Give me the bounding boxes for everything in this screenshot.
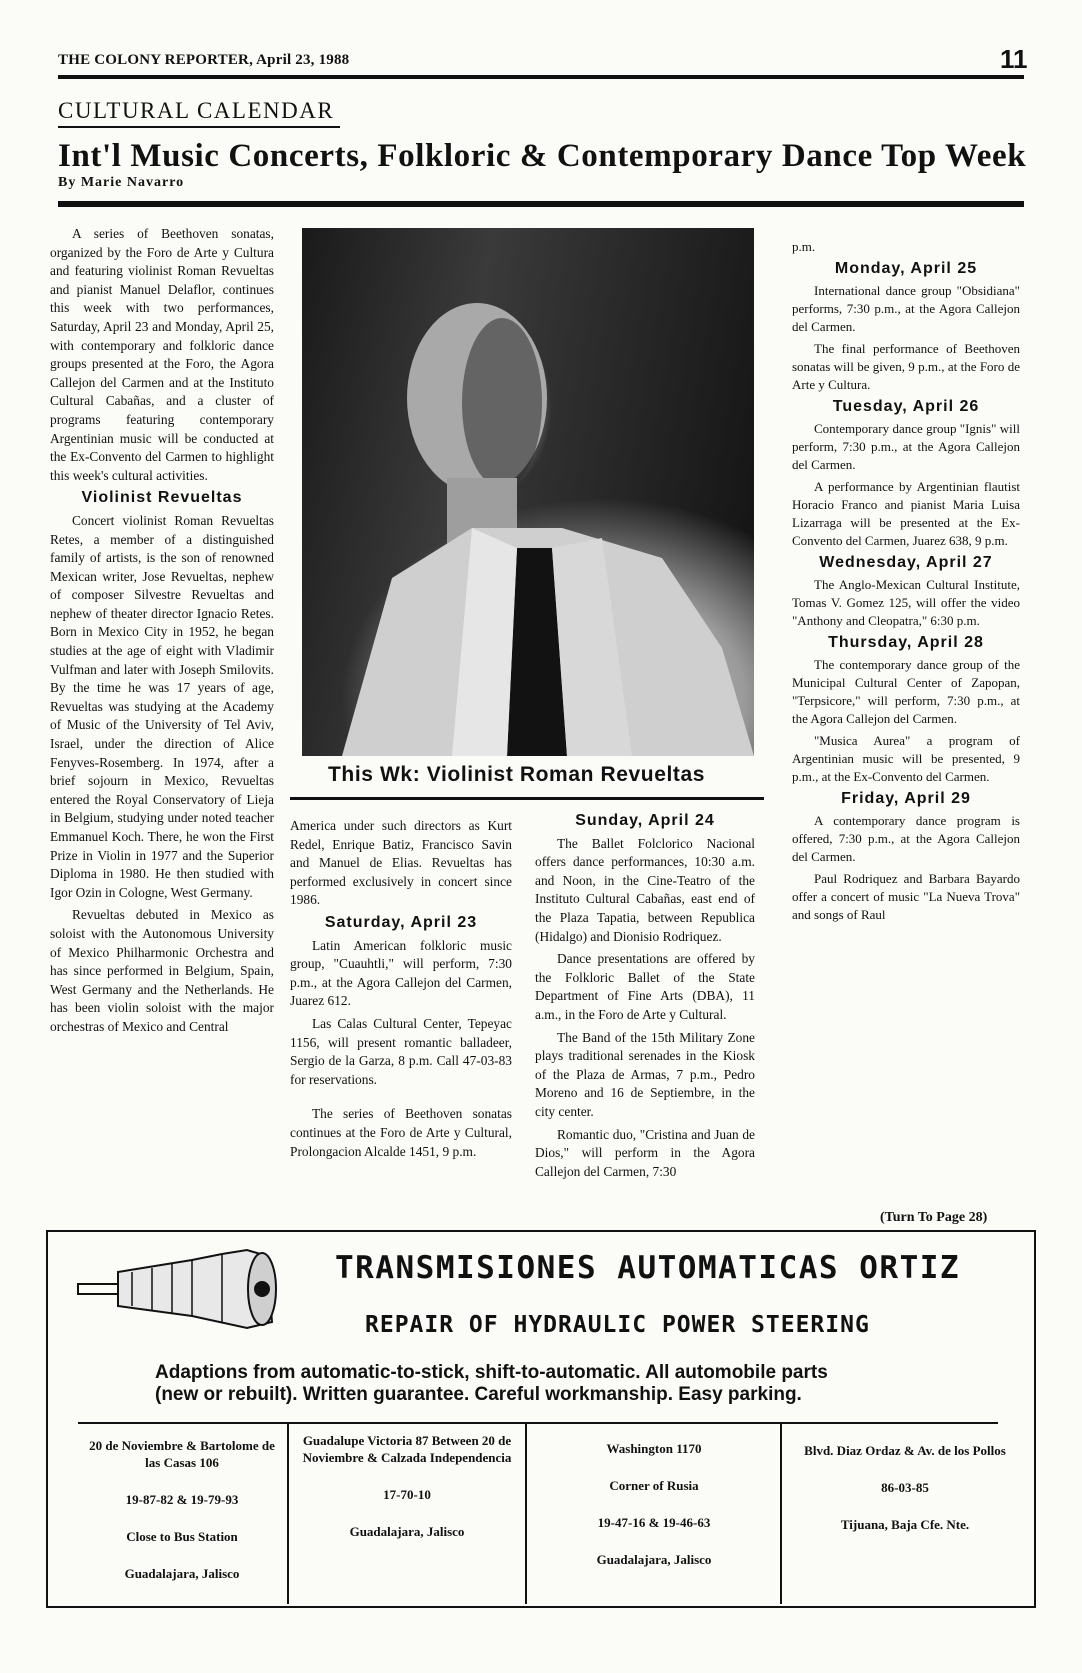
- monday-item-1: International dance group "Obsidiana" performs, 7:30 p.m., at the Agora Callejon del Carmen.: [792, 283, 1020, 334]
- subhead-sunday: Sunday, April 24: [575, 812, 715, 829]
- friday-item-1: A contemporary dance program is offered, 7:30 p.m., at the Agora Callejon del Carmen.: [792, 813, 1020, 864]
- subhead-violinist: Violinist Revueltas: [81, 489, 243, 507]
- column-4: [792, 238, 1020, 928]
- thursday-item-1: The contemporary dance group of the Municipal Cultural Center of Zapopan, "Terpsicore," will perform, 7:30 p.m., at the Agora Callejon del Carmen.: [792, 657, 1020, 726]
- photo-caption: This Wk: Violinist Roman Revueltas: [328, 763, 706, 786]
- location-1-address: 20 de Noviembre & Bartolome de las Casas 106: [89, 1438, 275, 1470]
- ad-subtitle: REPAIR OF HYDRAULIC POWER STEERING: [365, 1312, 870, 1338]
- subhead-tuesday: Tuesday, April 26: [832, 398, 980, 415]
- saturday-item-1: Latin American folkloric music group, "Cuauhtli," will perform, 7:30 p.m., at the Agora Callejon del Carmen, Juarez 612.: [290, 937, 512, 1009]
- location-4-address: Blvd. Diaz Ordaz & Av. de los Pollos: [804, 1443, 1006, 1458]
- tuesday-item-2: A performance by Argentinian flautist Horacio Franco and pianist Maria Luisa Lizarraga will be presented at the Ex-Convento del Carmen, Juarez 638, 9 p.m.: [792, 479, 1020, 548]
- thursday-item-2: "Musica Aurea" a program of Argentinian music will be presented, 9 p.m., at the Ex-Convento del Carmen.: [792, 733, 1020, 784]
- headline: Int'l Music Concerts, Folkloric & Contemporary Dance Top Week: [58, 138, 1027, 174]
- sunday-item-2: Dance presentations are offered by the Folkloric Ballet of the State Department of Fine Arts (DBA), 11 a.m., in the Foro de Arte y Cultural.: [535, 951, 755, 1022]
- location-3-phone: 19-47-16 & 19-46-63: [597, 1515, 711, 1530]
- wednesday-item-1: The Anglo-Mexican Cultural Institute, Tomas V. Gomez 125, will offer the video "Anthony and Cleopatra," 6:30 p.m.: [792, 577, 1020, 628]
- saturday-item-2: Las Calas Cultural Center, Tepeyac 1156, will present romantic balladeer, Sergio de la Garza, 8 p.m. Call 47-03-83 for reservations.: [290, 1015, 512, 1087]
- loc-divider-1: [287, 1424, 289, 1604]
- tuesday-item-1: Contemporary dance group "Ignis" will perform, 7:30 p.m., at the Agora Callejon del Carmen.: [792, 421, 1020, 472]
- subhead-saturday: Saturday, April 23: [324, 913, 478, 931]
- continuation-note: (Turn To Page 28): [880, 1210, 988, 1225]
- column-2: [290, 817, 512, 1165]
- page-number: 11: [1000, 44, 1028, 74]
- ad-divider: [78, 1422, 998, 1424]
- location-4: [790, 1442, 1020, 1620]
- location-2: [296, 1432, 518, 1610]
- location-3-city: Guadalajara, Jalisco: [596, 1552, 712, 1567]
- masthead-title: THE COLONY REPORTER, April 23, 1988: [58, 52, 350, 68]
- subhead-thursday: Thursday, April 28: [828, 634, 984, 651]
- location-4-phone: 86-03-85: [881, 1480, 929, 1495]
- ad-description: Adaptions from automatic-to-stick, shift-to-automatic. All automobile parts (new or rebuilt). Written guarantee. Careful workmanship. Easy parking.: [155, 1362, 828, 1405]
- bio-continued: America under such directors as Kurt Redel, Enrique Batiz, Francisco Savin and Manuel de Elias. Revueltas has performed exclusively in concert since 1986.: [290, 818, 512, 908]
- friday-item-2: Paul Rodriquez and Barbara Bayardo offer a concert of music "La Nueva Trova" and songs of Raul: [792, 871, 1020, 922]
- sunday-item-4: Romantic duo, "Cristina and Juan de Dios," will perform in the Agora Callejon del Carmen, 7:30: [535, 1126, 755, 1179]
- section-title: CULTURAL CALENDAR: [58, 98, 335, 123]
- subhead-monday: Monday, April 25: [834, 260, 978, 277]
- location-1-note: Close to Bus Station: [126, 1529, 238, 1544]
- location-1-phone: 19-87-82 & 19-79-93: [125, 1492, 239, 1507]
- ad-title: TRANSMISIONES AUTOMATICAS ORTIZ: [335, 1250, 961, 1286]
- monday-item-2: The final performance of Beethoven sonatas will be given, 9 p.m., at the Foro de Arte y Cultura.: [792, 341, 1020, 392]
- sunday-item-3: The Band of the 15th Military Zone plays traditional serenades in the Kiosk of the Plaza de Armas, 7 p.m., Pedro Moreno and 16 de Septiembre, in the city center.: [535, 1029, 755, 1119]
- location-3-address: Washington 1170: [606, 1441, 702, 1456]
- transmission-icon: [72, 1242, 292, 1342]
- byline: By Marie Navarro: [58, 175, 185, 190]
- violinist-photo: [302, 228, 754, 756]
- saturday-item-3: The series of Beethoven sonatas continues at the Foro de Arte y Cultural, Prolongacion Alcalde 1451, 9 p.m.: [290, 1106, 512, 1159]
- caption-rule: [290, 797, 764, 800]
- location-1: [82, 1437, 282, 1615]
- bio-paragraph-1: Concert violinist Roman Revueltas Retes, a member of a distinguished family of artists, is the son of renowned Mexican writer, Jose Revueltas, nephew of composer Silvestre Revueltas and nephew of theater director Ignacio Retes. Born in Mexico City in 1952, he began studies at the age of eight with Vladimir Vulfman and later with Joseph Smilovits. By the time he was 17 years of age, Revueltas was studying at the Academy of Music of the University of Tel Aviv, Israel, under the direction of Alice Fenyves-Rosemberg. In 1974, after a brief sojourn in Mexico, Revueltas entered the Royal Conservatory of Lieja in Belgium, studying under noted teacher Emmanuel Koch. There, he won the First Prize in Violin in 1977 and the Superior Diploma in 1980. He then studied with Igor Ozin in Cologne, West Germany.: [50, 512, 274, 900]
- loc-divider-3: [780, 1424, 782, 1604]
- location-3-note: Corner of Rusia: [609, 1478, 699, 1493]
- location-2-phone: 17-70-10: [383, 1487, 431, 1502]
- loc-divider-2: [525, 1424, 527, 1604]
- intro-paragraph: A series of Beethoven sonatas, organized by the Foro de Arte y Cultura and featuring violinist Roman Revueltas and pianist Manuel Delaflor, continues this week with two performances, Saturday, April 23 and Monday, April 25, with contemporary and folkloric dance groups presented at the Foro, the Agora Callejon del Carmen and at the Instituto Cultural Cabañas, and a cluster of programs featuring contemporary Argentinian music will be conducted at the Ex-Convento del Carmen to highlight this week's cultural activities.: [50, 226, 274, 483]
- col4-continued: p.m.: [792, 239, 816, 254]
- subhead-friday: Friday, April 29: [841, 790, 971, 807]
- headline-rule: [58, 201, 1024, 207]
- section-underline: [58, 126, 340, 128]
- location-4-city: Tijuana, Baja Cfe. Nte.: [840, 1517, 970, 1532]
- column-3: [535, 810, 755, 1185]
- location-2-city: Guadalajara, Jalisco: [349, 1524, 465, 1539]
- sunday-item-1: The Ballet Folclorico Nacional offers dance performances, 10:30 a.m. and Noon, in the Cine-Teatro of the Instituto Cultural Cabañas, east end of the Plaza Tapatia, between Republica (Hidalgo) and Dionisio Rodriquez.: [535, 835, 755, 944]
- masthead-rule: [58, 75, 1024, 79]
- location-1-city: Guadalajara, Jalisco: [124, 1566, 240, 1581]
- subhead-wednesday: Wednesday, April 27: [819, 554, 993, 571]
- column-1: [50, 225, 274, 1041]
- location-2-address: Guadalupe Victoria 87 Between 20 de Noviembre & Calzada Independencia: [302, 1433, 512, 1465]
- bio-paragraph-2: Revueltas debuted in Mexico as soloist with the Autonomous University of Mexico Philharmonic Orchestra and has since performed in Belgium, Spain, West Germany and the Netherlands. He has been violin soloist with the major orchestras of Mexico and Central: [50, 907, 274, 1034]
- location-3: [534, 1440, 774, 1618]
- portrait-illustration: [302, 228, 754, 756]
